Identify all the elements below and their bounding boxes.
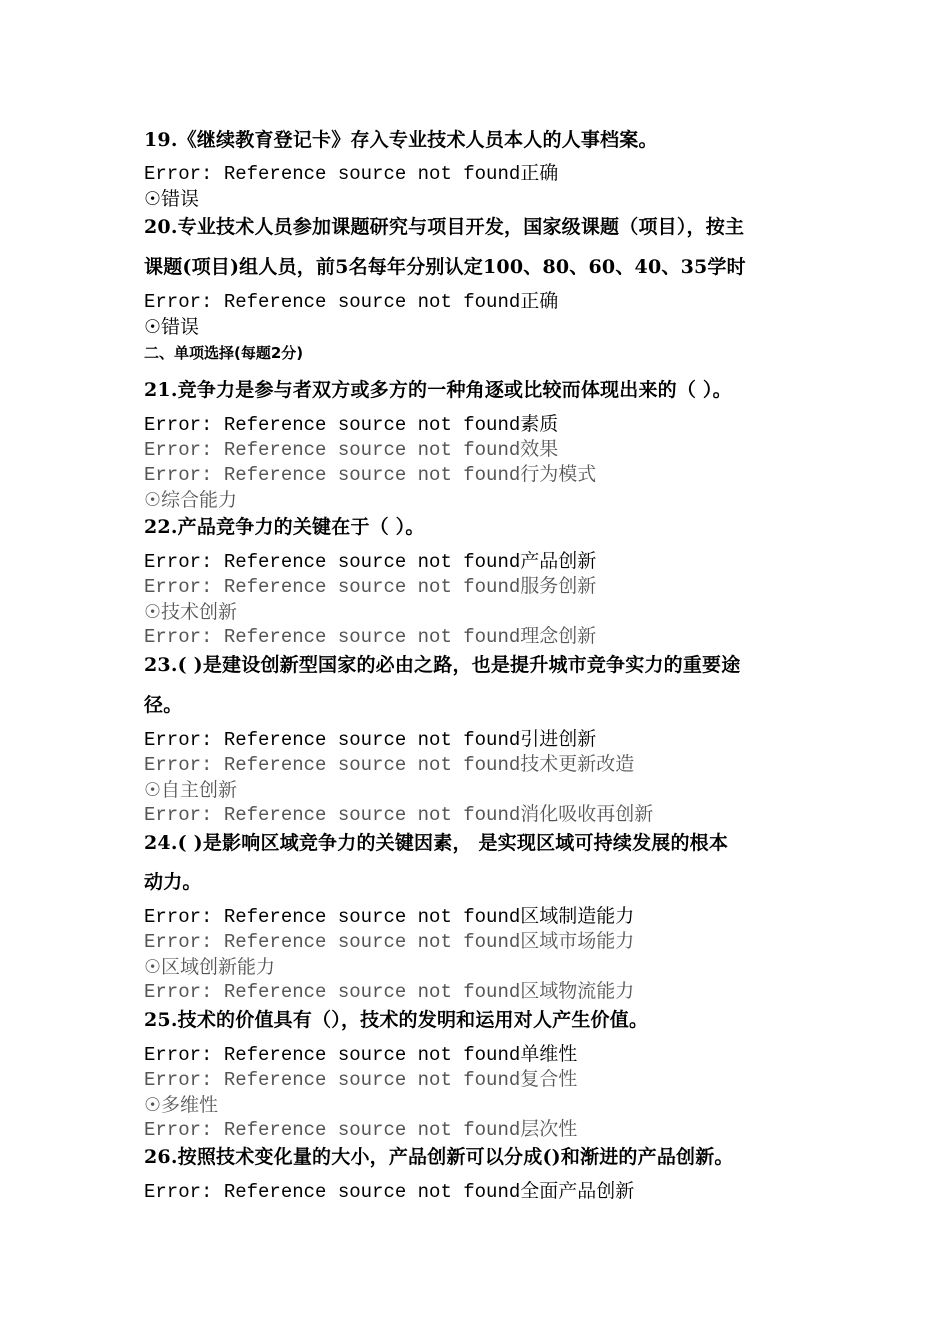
option-24-d[interactable] — [144, 980, 634, 1004]
option-20-a[interactable] — [144, 290, 558, 314]
error-reference-text: Error: Reference source not found — [144, 291, 521, 313]
option-22-b[interactable] — [144, 575, 596, 599]
option-label: 行为模式 — [520, 464, 597, 486]
option-label: 区域制造能力 — [520, 906, 635, 928]
option-21-d[interactable] — [144, 488, 237, 513]
option-25-d[interactable] — [144, 1118, 577, 1142]
section-heading: 二、单项选择(每题2分) — [144, 344, 304, 362]
option-23-c[interactable] — [144, 778, 237, 803]
question-20-line-1: 20.专业技术人员参加课题研究与项目开发，国家级课题（项目），按主 — [144, 216, 745, 238]
radio-selected-icon: ☉ — [144, 1094, 162, 1116]
option-label: 正确 — [520, 163, 559, 185]
error-reference-text: Error: Reference source not found — [144, 439, 521, 461]
error-reference-text: Error: Reference source not found — [144, 626, 521, 648]
error-reference-text: Error: Reference source not found — [144, 906, 521, 928]
option-label: 区域市场能力 — [520, 931, 635, 953]
question-24-line-2: 动力。 — [144, 871, 202, 893]
option-21-a[interactable] — [144, 413, 558, 437]
option-21-b[interactable] — [144, 438, 558, 462]
radio-selected-icon: ☉ — [144, 601, 162, 623]
error-reference-text: Error: Reference source not found — [144, 414, 521, 436]
option-25-c[interactable] — [144, 1093, 218, 1118]
option-label: 技术更新改造 — [520, 754, 635, 776]
option-23-a[interactable] — [144, 728, 596, 752]
option-26-a[interactable] — [144, 1180, 634, 1204]
option-label: 错误 — [161, 189, 200, 211]
error-reference-text: Error: Reference source not found — [144, 1119, 521, 1141]
error-reference-text: Error: Reference source not found — [144, 576, 521, 598]
option-label: 层次性 — [520, 1119, 578, 1141]
error-reference-text: Error: Reference source not found — [144, 729, 521, 751]
option-label: 产品创新 — [520, 551, 597, 573]
option-label: 区域物流能力 — [520, 981, 635, 1003]
option-label: 错误 — [161, 317, 200, 339]
option-label: 消化吸收再创新 — [520, 804, 654, 826]
option-22-a[interactable] — [144, 550, 596, 574]
option-label: 全面产品创新 — [520, 1181, 635, 1203]
error-reference-text: Error: Reference source not found — [144, 931, 521, 953]
question-19: 19.《继续教育登记卡》存入专业技术人员本人的人事档案。 — [144, 129, 658, 151]
question-23-line-1: 23.( )是建设创新型国家的必由之路，也是提升城市竞争实力的重要途 — [144, 654, 741, 676]
radio-selected-icon: ☉ — [144, 188, 162, 210]
question-25: 25.技术的价值具有（），技术的发明和运用对人产生价值。 — [144, 1009, 649, 1031]
option-label: 技术创新 — [161, 602, 238, 624]
option-label: 服务创新 — [520, 576, 597, 598]
option-21-c[interactable] — [144, 463, 596, 487]
option-22-d[interactable] — [144, 625, 596, 649]
error-reference-text: Error: Reference source not found — [144, 754, 521, 776]
option-label: 素质 — [520, 414, 559, 436]
option-label: 引进创新 — [520, 729, 597, 751]
option-label: 效果 — [520, 439, 559, 461]
option-24-b[interactable] — [144, 930, 634, 954]
option-label: 多维性 — [161, 1095, 219, 1117]
option-25-a[interactable] — [144, 1043, 577, 1067]
option-label: 单维性 — [520, 1044, 578, 1066]
question-26: 26.按照技术变化量的大小，产品创新可以分成()和渐进的产品创新。 — [144, 1146, 734, 1168]
error-reference-text: Error: Reference source not found — [144, 163, 521, 185]
error-reference-text: Error: Reference source not found — [144, 1069, 521, 1091]
question-23-line-2: 径。 — [144, 694, 183, 716]
option-19-b[interactable] — [144, 187, 199, 212]
error-reference-text: Error: Reference source not found — [144, 1181, 521, 1203]
radio-selected-icon: ☉ — [144, 956, 162, 978]
option-19-a[interactable] — [144, 162, 558, 186]
question-20-line-2: 课题(项目)组人员，前5名每年分别认定100、80、60、40、35学时 — [144, 256, 746, 278]
option-label: 复合性 — [520, 1069, 578, 1091]
error-reference-text: Error: Reference source not found — [144, 551, 521, 573]
question-21: 21.竞争力是参与者双方或多方的一种角逐或比较而体现出来的（ ）。 — [144, 379, 732, 401]
option-24-a[interactable] — [144, 905, 634, 929]
option-24-c[interactable] — [144, 955, 275, 980]
option-20-b[interactable] — [144, 315, 199, 340]
radio-selected-icon: ☉ — [144, 489, 162, 511]
option-label: 区域创新能力 — [161, 957, 276, 979]
option-23-b[interactable] — [144, 753, 634, 777]
error-reference-text: Error: Reference source not found — [144, 981, 521, 1003]
option-label: 理念创新 — [520, 626, 597, 648]
option-label: 正确 — [520, 291, 559, 313]
error-reference-text: Error: Reference source not found — [144, 804, 521, 826]
error-reference-text: Error: Reference source not found — [144, 1044, 521, 1066]
option-22-c[interactable] — [144, 600, 237, 625]
option-25-b[interactable] — [144, 1068, 577, 1092]
option-label: 自主创新 — [161, 780, 238, 802]
option-label: 综合能力 — [161, 490, 238, 512]
question-24-line-1: 24.( )是影响区域竞争力的关键因素， 是实现区域可持续发展的根本 — [144, 832, 729, 854]
radio-selected-icon: ☉ — [144, 316, 162, 338]
radio-selected-icon: ☉ — [144, 779, 162, 801]
question-22: 22.产品竞争力的关键在于（ ）。 — [144, 516, 425, 538]
error-reference-text: Error: Reference source not found — [144, 464, 521, 486]
option-23-d[interactable] — [144, 803, 653, 827]
